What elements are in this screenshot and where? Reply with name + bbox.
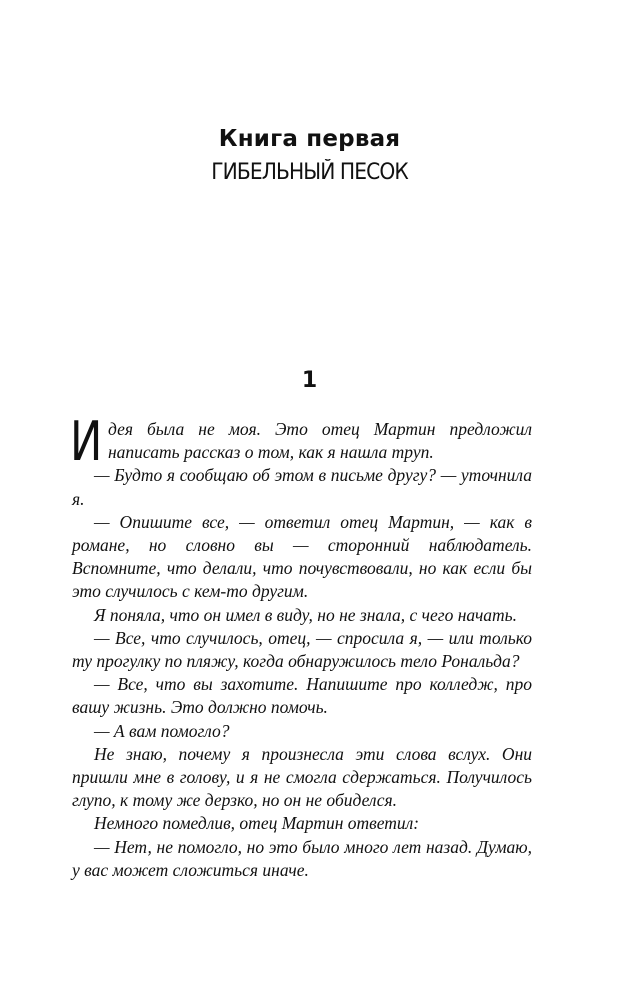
paragraph: — Все, что вы захотите. Напишите про колледж, про вашу жизнь. Это должно помочь. [72, 674, 532, 718]
paragraph [70, 410, 532, 473]
paragraph: — А вам помогло? [94, 720, 230, 741]
book-subtitle: ГИБЕЛЬНЫЙ ПЕСОК [211, 160, 408, 185]
book-title: Книга первая [218, 126, 401, 152]
paragraph: Не знаю, почему я произнесла эти слова вслух. Они пришли мне в голову, и я не смогла сдержаться. Получилось глупо, к тому же дерзко, но он не обиделся. [72, 743, 532, 811]
drop-cap: И [70, 410, 103, 473]
paragraph: — Опишите все, — ответил отец Мартин, — как в романе, но словно вы — сторонний наблюдатель. Вспомните, что делали, что почувствовали, но как если бы это случилось с кем-то другим. [72, 511, 532, 602]
paragraph: Я поняла, что он имел в виду, но не знала, с чего начать. [94, 604, 518, 625]
chapter-number: 1 [301, 368, 318, 393]
paragraph: — Будто я сообщаю об этом в письме другу? — уточнила я. [72, 465, 532, 509]
paragraph-text: дея была не моя. Это отец Мартин предложил написать рассказ о том, как я нашла труп. [108, 419, 532, 463]
paragraph: — Нет, не помогло, но это было много лет назад. Думаю, у вас может сложиться иначе. [72, 836, 532, 880]
paragraph: Немного помедлив, отец Мартин ответил: [94, 813, 420, 834]
paragraph: — Все, что случилось, отец, — спросила я, — или только ту прогулку по пляжу, когда обнаружилось тело Рональда? [72, 627, 532, 672]
chapter-text [70, 410, 532, 882]
